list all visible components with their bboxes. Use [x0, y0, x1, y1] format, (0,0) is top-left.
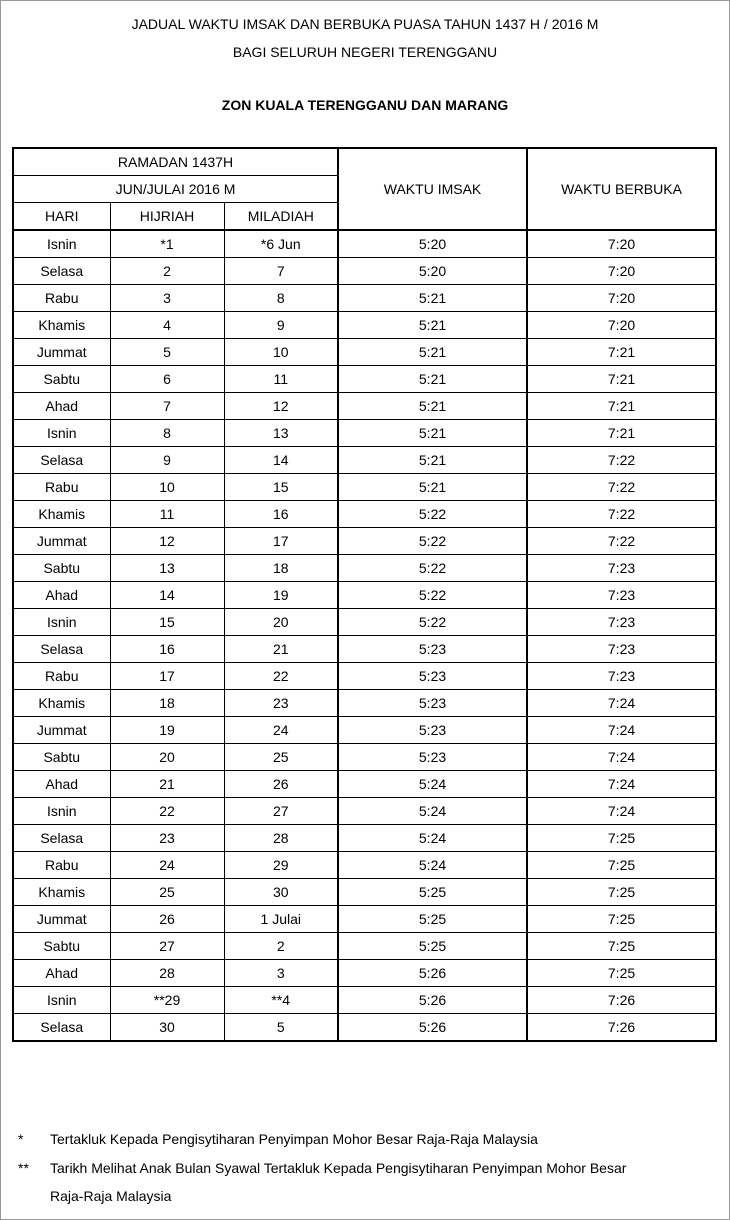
cell-waktu-berbuka: 7:25 — [527, 906, 716, 933]
cell-hari: Isnin — [13, 987, 110, 1014]
cell-miladiah: 8 — [224, 285, 338, 312]
cell-waktu-imsak: 5:22 — [338, 555, 527, 582]
header-hijriah: HIJRIAH — [110, 203, 224, 231]
cell-waktu-berbuka: 7:24 — [527, 798, 716, 825]
cell-waktu-imsak: 5:22 — [338, 582, 527, 609]
cell-hari: Isnin — [13, 420, 110, 447]
cell-miladiah: **4 — [224, 987, 338, 1014]
cell-waktu-berbuka: 7:24 — [527, 771, 716, 798]
cell-waktu-berbuka: 7:25 — [527, 933, 716, 960]
cell-hijriah: 23 — [110, 825, 224, 852]
cell-waktu-imsak: 5:23 — [338, 690, 527, 717]
table-row — [13, 474, 716, 501]
header-waktu-imsak: WAKTU IMSAK — [338, 148, 527, 230]
cell-waktu-imsak: 5:21 — [338, 474, 527, 501]
cell-waktu-berbuka: 7:20 — [527, 312, 716, 339]
cell-waktu-berbuka: 7:26 — [527, 987, 716, 1014]
cell-hijriah: 3 — [110, 285, 224, 312]
cell-waktu-imsak: 5:23 — [338, 663, 527, 690]
cell-waktu-berbuka: 7:21 — [527, 339, 716, 366]
cell-hari: Jummat — [13, 339, 110, 366]
table-row — [13, 852, 716, 879]
cell-waktu-berbuka: 7:22 — [527, 474, 716, 501]
table-row — [13, 879, 716, 906]
footnote-1-mark: * — [18, 1131, 24, 1147]
table-row — [13, 393, 716, 420]
footnote-2-mark: ** — [18, 1160, 29, 1176]
cell-hijriah: 7 — [110, 393, 224, 420]
cell-waktu-imsak: 5:23 — [338, 744, 527, 771]
cell-miladiah: 14 — [224, 447, 338, 474]
cell-hari: Rabu — [13, 474, 110, 501]
footnote-2 — [18, 1160, 718, 1210]
cell-waktu-imsak: 5:21 — [338, 393, 527, 420]
table-row — [13, 339, 716, 366]
table-row — [13, 960, 716, 987]
cell-waktu-imsak: 5:22 — [338, 609, 527, 636]
cell-waktu-imsak: 5:24 — [338, 852, 527, 879]
cell-miladiah: 3 — [224, 960, 338, 987]
table-row — [13, 906, 716, 933]
table-row — [13, 366, 716, 393]
cell-hijriah: 19 — [110, 717, 224, 744]
cell-hijriah: 4 — [110, 312, 224, 339]
cell-hijriah: 10 — [110, 474, 224, 501]
header-hari: HARI — [13, 203, 110, 231]
cell-miladiah: 26 — [224, 771, 338, 798]
cell-hari: Sabtu — [13, 933, 110, 960]
table-row — [13, 285, 716, 312]
cell-hari: Selasa — [13, 258, 110, 285]
cell-miladiah: 7 — [224, 258, 338, 285]
table-row — [13, 312, 716, 339]
table-row — [13, 230, 716, 258]
table-row — [13, 582, 716, 609]
cell-hijriah: 22 — [110, 798, 224, 825]
cell-miladiah: 27 — [224, 798, 338, 825]
table-row — [13, 690, 716, 717]
cell-hijriah: 25 — [110, 879, 224, 906]
cell-waktu-imsak: 5:21 — [338, 285, 527, 312]
cell-miladiah: 2 — [224, 933, 338, 960]
cell-hijriah: 24 — [110, 852, 224, 879]
cell-miladiah: 15 — [224, 474, 338, 501]
cell-hari: Rabu — [13, 852, 110, 879]
cell-waktu-imsak: 5:21 — [338, 366, 527, 393]
cell-hari: Jummat — [13, 528, 110, 555]
cell-waktu-imsak: 5:20 — [338, 258, 527, 285]
cell-waktu-imsak: 5:21 — [338, 312, 527, 339]
table-row — [13, 258, 716, 285]
cell-waktu-berbuka: 7:26 — [527, 1014, 716, 1042]
cell-waktu-berbuka: 7:24 — [527, 690, 716, 717]
cell-miladiah: 25 — [224, 744, 338, 771]
cell-miladiah: 23 — [224, 690, 338, 717]
cell-miladiah: 20 — [224, 609, 338, 636]
cell-waktu-imsak: 5:26 — [338, 987, 527, 1014]
cell-miladiah: 5 — [224, 1014, 338, 1042]
cell-hijriah: 20 — [110, 744, 224, 771]
cell-hari: Isnin — [13, 609, 110, 636]
cell-hari: Selasa — [13, 447, 110, 474]
cell-hari: Khamis — [13, 690, 110, 717]
cell-hari: Khamis — [13, 501, 110, 528]
cell-miladiah: 24 — [224, 717, 338, 744]
cell-hari: Ahad — [13, 582, 110, 609]
cell-hari: Ahad — [13, 393, 110, 420]
cell-waktu-imsak: 5:21 — [338, 447, 527, 474]
cell-hijriah: *1 — [110, 230, 224, 258]
cell-waktu-berbuka: 7:25 — [527, 960, 716, 987]
cell-waktu-berbuka: 7:25 — [527, 825, 716, 852]
cell-hijriah: 9 — [110, 447, 224, 474]
cell-waktu-berbuka: 7:22 — [527, 447, 716, 474]
table-row — [13, 825, 716, 852]
document-title: JADUAL WAKTU IMSAK DAN BERBUKA PUASA TAHUN 1437 H / 2016 M — [131, 16, 599, 32]
cell-hari: Isnin — [13, 230, 110, 258]
cell-waktu-imsak: 5:23 — [338, 636, 527, 663]
cell-waktu-imsak: 5:22 — [338, 501, 527, 528]
cell-hijriah: 27 — [110, 933, 224, 960]
cell-hijriah: 14 — [110, 582, 224, 609]
cell-waktu-berbuka: 7:23 — [527, 663, 716, 690]
table-row — [13, 798, 716, 825]
cell-miladiah: 22 — [224, 663, 338, 690]
header-jun-julai: JUN/JULAI 2016 M — [13, 176, 338, 203]
cell-miladiah: 19 — [224, 582, 338, 609]
cell-miladiah: 9 — [224, 312, 338, 339]
table-row — [13, 447, 716, 474]
cell-hari: Selasa — [13, 1014, 110, 1042]
cell-waktu-imsak: 5:23 — [338, 717, 527, 744]
cell-hijriah: 13 — [110, 555, 224, 582]
zone-title: ZON KUALA TERENGGANU DAN MARANG — [221, 97, 509, 113]
cell-waktu-imsak: 5:26 — [338, 1014, 527, 1042]
cell-miladiah: 30 — [224, 879, 338, 906]
table-row — [13, 609, 716, 636]
table-row — [13, 501, 716, 528]
cell-hari: Selasa — [13, 636, 110, 663]
cell-waktu-berbuka: 7:24 — [527, 744, 716, 771]
cell-hijriah: 5 — [110, 339, 224, 366]
table-row — [13, 420, 716, 447]
cell-waktu-berbuka: 7:21 — [527, 420, 716, 447]
table-row — [13, 744, 716, 771]
cell-miladiah: 17 — [224, 528, 338, 555]
cell-waktu-berbuka: 7:20 — [527, 285, 716, 312]
cell-hijriah: 26 — [110, 906, 224, 933]
cell-miladiah: 28 — [224, 825, 338, 852]
header-ramadan: RAMADAN 1437H — [13, 148, 338, 176]
cell-waktu-imsak: 5:26 — [338, 960, 527, 987]
cell-waktu-imsak: 5:24 — [338, 798, 527, 825]
cell-waktu-imsak: 5:24 — [338, 825, 527, 852]
cell-miladiah: 21 — [224, 636, 338, 663]
cell-hari: Sabtu — [13, 366, 110, 393]
cell-hari: Sabtu — [13, 555, 110, 582]
cell-waktu-berbuka: 7:25 — [527, 879, 716, 906]
cell-waktu-berbuka: 7:23 — [527, 609, 716, 636]
cell-hijriah: 11 — [110, 501, 224, 528]
cell-hijriah: 15 — [110, 609, 224, 636]
cell-hari: Rabu — [13, 663, 110, 690]
cell-waktu-berbuka: 7:20 — [527, 258, 716, 285]
cell-waktu-imsak: 5:24 — [338, 771, 527, 798]
cell-waktu-imsak: 5:21 — [338, 420, 527, 447]
table-row — [13, 555, 716, 582]
table-row — [13, 987, 716, 1014]
table-row — [13, 636, 716, 663]
footnote-1-text: Tertakluk Kepada Pengisytiharan Penyimpan Mohor Besar Raja-Raja Malaysia — [50, 1131, 538, 1147]
table-row — [13, 771, 716, 798]
cell-hari: Rabu — [13, 285, 110, 312]
cell-hari: Khamis — [13, 879, 110, 906]
header-miladiah: MILADIAH — [224, 203, 338, 231]
document-subtitle: BAGI SELURUH NEGERI TERENGGANU — [232, 44, 498, 60]
cell-hari: Isnin — [13, 798, 110, 825]
cell-hari: Jummat — [13, 717, 110, 744]
cell-waktu-imsak: 5:25 — [338, 906, 527, 933]
table-row — [13, 717, 716, 744]
table-row — [13, 1014, 716, 1042]
cell-waktu-imsak: 5:25 — [338, 933, 527, 960]
cell-miladiah: 1 Julai — [224, 906, 338, 933]
cell-waktu-imsak: 5:20 — [338, 230, 527, 258]
cell-hari: Khamis — [13, 312, 110, 339]
schedule-table — [12, 147, 717, 1042]
cell-waktu-imsak: 5:22 — [338, 528, 527, 555]
cell-hari: Ahad — [13, 960, 110, 987]
cell-waktu-berbuka: 7:21 — [527, 366, 716, 393]
cell-hijriah: 28 — [110, 960, 224, 987]
footnote-2-text: Tarikh Melihat Anak Bulan Syawal Tertakluk Kepada Pengisytiharan Penyimpan Mohor Besar — [50, 1160, 627, 1176]
cell-miladiah: 11 — [224, 366, 338, 393]
cell-miladiah: 16 — [224, 501, 338, 528]
cell-waktu-berbuka: 7:23 — [527, 636, 716, 663]
cell-hijriah: 8 — [110, 420, 224, 447]
cell-hijriah: 6 — [110, 366, 224, 393]
cell-miladiah: 18 — [224, 555, 338, 582]
cell-waktu-berbuka: 7:22 — [527, 501, 716, 528]
cell-hijriah: 21 — [110, 771, 224, 798]
cell-hijriah: 12 — [110, 528, 224, 555]
cell-hari: Selasa — [13, 825, 110, 852]
cell-waktu-berbuka: 7:20 — [527, 230, 716, 258]
cell-waktu-berbuka: 7:23 — [527, 582, 716, 609]
table-row — [13, 933, 716, 960]
cell-waktu-berbuka: 7:25 — [527, 852, 716, 879]
cell-hari: Ahad — [13, 771, 110, 798]
footnote-1 — [18, 1131, 718, 1151]
cell-hijriah: 16 — [110, 636, 224, 663]
cell-hijriah: 18 — [110, 690, 224, 717]
cell-hari: Jummat — [13, 906, 110, 933]
cell-hijriah: 2 — [110, 258, 224, 285]
cell-waktu-berbuka: 7:22 — [527, 528, 716, 555]
table-row — [13, 663, 716, 690]
header-waktu-berbuka: WAKTU BERBUKA — [527, 148, 716, 230]
cell-miladiah: 12 — [224, 393, 338, 420]
cell-waktu-imsak: 5:21 — [338, 339, 527, 366]
footnote-2-text-cont: Raja-Raja Malaysia — [50, 1188, 172, 1204]
cell-waktu-berbuka: 7:23 — [527, 555, 716, 582]
cell-hari: Sabtu — [13, 744, 110, 771]
cell-hijriah: 30 — [110, 1014, 224, 1042]
cell-miladiah: *6 Jun — [224, 230, 338, 258]
table-row — [13, 528, 716, 555]
cell-waktu-berbuka: 7:24 — [527, 717, 716, 744]
cell-hijriah: 17 — [110, 663, 224, 690]
cell-miladiah: 29 — [224, 852, 338, 879]
cell-miladiah: 10 — [224, 339, 338, 366]
cell-hijriah: **29 — [110, 987, 224, 1014]
cell-waktu-berbuka: 7:21 — [527, 393, 716, 420]
cell-miladiah: 13 — [224, 420, 338, 447]
cell-waktu-imsak: 5:25 — [338, 879, 527, 906]
